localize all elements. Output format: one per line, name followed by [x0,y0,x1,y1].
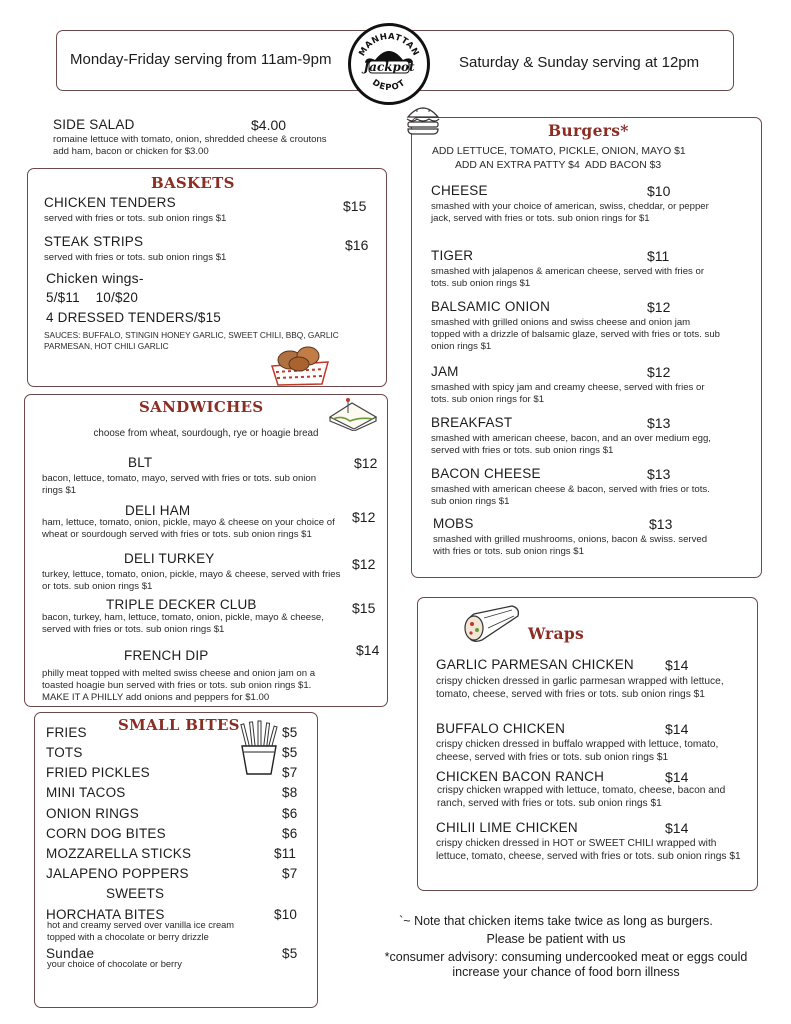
small-bite-price: $7 [282,765,298,780]
sandwich-item-name: TRIPLE DECKER CLUB [106,597,257,612]
burger-item-name: JAM [431,364,459,379]
baskets-title: BASKETS [151,174,235,192]
small-bite-name: MINI TACOS [46,785,126,800]
small-bite-name: JALAPENO POPPERS [46,866,189,881]
burger-item-desc: smashed with american cheese & bacon, served with fries or tots. sub onion rings $1 [431,484,710,507]
burger-item-name: BALSAMIC ONION [431,299,551,314]
basket-item-name: STEAK STRIPS [44,234,144,249]
wrap-item-desc: crispy chicken wrapped with lettuce, tomato, cheese, bacon and ranch, served with fries or tots. sub onion rings $1 [437,785,726,809]
wings-prices: 5/$11 10/$20 [46,290,139,305]
consumer-advisory-cont: increase your chance of food born illness [452,965,680,979]
sweet-name: Sundae [46,946,95,961]
wrap-item-name: BUFFALO CHICKEN [436,721,566,736]
wraps-title: Wraps [528,624,584,643]
burger-item-desc: smashed with grilled onions and swiss cheese and onion jam topped with a drizzle of balsamic glaze, served with fries or tots. sub onion rings $1 [431,317,721,352]
burger-item-name: CHEESE [431,183,488,198]
burger-item-desc: smashed with jalapenos & american cheese, served with fries or tots. sub onion rings $1 [431,266,705,289]
small-bite-price: $8 [282,785,298,800]
small-bite-name: FRIED PICKLES [46,765,150,780]
burger-item-desc: smashed with grilled mushrooms, onions, bacon & swiss. served with fries or tots. sub onion rings $1 [433,534,708,557]
burger-item-name: BACON CHEESE [431,466,541,481]
sandwich-item-name: DELI HAM [125,503,191,518]
sandwich-item-desc: ham, lettuce, tomato, onion, pickle, mayo & cheese on your choice of wheat or sourdough served with fries or tots. sub onion rings $1 [42,517,335,540]
sweet-desc: hot and creamy served over vanilla ice cream [47,920,235,930]
sandwich-item-price: $12 [352,556,376,572]
burger-item-name: TIGER [431,248,474,263]
sweet-desc: topped with a chocolate or berry drizzle [47,932,209,942]
burger-item-name: BREAKFAST [431,415,513,430]
philly-upgrade: MAKE IT A PHILLY add onions and peppers for $1.00 [42,692,270,703]
sandwiches-title: SANDWICHES [139,398,264,416]
fries-icon [234,720,284,776]
sweet-price: $10 [274,907,298,922]
logo-badge [348,23,430,105]
small-bite-name: CORN DOG BITES [46,826,166,841]
logo-jackpot-text: Jackpot [363,60,415,74]
burger-item-price: $12 [647,299,671,315]
wrap-item-price: $14 [665,657,689,673]
wrap-item-desc: crispy chicken dressed in buffalo wrapped with lettuce, tomato, cheese, served with fries or tots. sub onion rings $1 [436,739,719,763]
wrap-item-name: GARLIC PARMESAN CHICKEN [436,657,634,672]
logo-top-text: MANHATTAN [357,31,421,58]
sandwich-item-price: $14 [356,642,380,658]
sandwich-item-name: FRENCH DIP [124,648,209,663]
burger-item-price: $11 [647,248,670,264]
small-bites-title: SMALL BITES [118,716,240,734]
burger-addons-extra: ADD AN EXTRA PATTY $4 ADD BACON $3 [455,160,662,171]
wrap-icon [460,602,522,644]
sandwich-item-name: BLT [128,455,153,470]
logo-bottom-text: DEPOT [370,77,408,94]
wrap-item-desc: crispy chicken dressed in HOT or SWEET CHILI wrapped with lettuce, tomato, cheese, served with fries or tots. sub onion rings $1 [436,838,741,862]
burger-icon [405,102,441,136]
basket-item-price: $16 [345,237,369,253]
sweet-name: HORCHATA BITES [46,907,165,922]
small-bite-name: ONION RINGS [46,806,139,821]
burger-item-desc: smashed with spicy jam and creamy cheese, served with fries or tots. sub onion rings for $1 [431,382,705,405]
basket-item-desc: served with fries or tots. sub onion rings $1 [44,252,227,263]
burger-item-price: $10 [647,183,671,199]
chicken-basket-icon [268,344,332,386]
dressed-tenders: 4 DRESSED TENDERS/$15 [46,310,222,325]
small-bite-price: $6 [282,826,298,841]
weekday-hours: Monday-Friday serving from 11am-9pm [70,51,332,68]
sandwich-item-desc: bacon, turkey, ham, lettuce, tomato, onion, pickle, mayo & cheese, served with fries or tots. sub onion rings $1 [42,612,324,635]
basket-item-desc: served with fries or tots. sub onion rings $1 [44,213,227,224]
burgers-title: Burgers* [548,121,629,140]
sweet-desc: your choice of chocolate or berry [47,959,182,969]
side-salad-desc: romaine lettuce with tomato, onion, shredded cheese & croutons [53,134,327,145]
small-bite-name: TOTS [46,745,83,760]
burger-item-price: $13 [647,415,671,431]
svg-text:DEPOT [370,78,408,93]
wrap-item-price: $14 [665,820,689,836]
basket-item-price: $15 [343,198,367,214]
wrap-item-price: $14 [665,721,689,737]
small-bite-name: FRIES [46,725,87,740]
bread-choice: choose from wheat, sourdough, rye or hoagie bread [93,428,319,439]
wrap-item-name: CHILII LIME CHICKEN [436,820,578,835]
patience-note: Please be patient with us [486,932,626,946]
sandwich-item-desc: turkey, lettuce, tomato, onion, pickle, mayo & cheese, served with fries or tots. sub onion rings $1 [42,569,341,592]
small-bite-price: $5 [282,725,298,740]
side-salad-name: SIDE SALAD [53,117,135,132]
wrap-item-name: CHICKEN BACON RANCH [436,769,605,784]
burger-item-price: $13 [647,466,671,482]
side-salad-addon: add ham, bacon or chicken for $3.00 [53,146,209,157]
wrap-item-desc: crispy chicken dressed in garlic parmesan wrapped with lettuce, tomato, cheese, served with fries or tots. sub onion rings $1 [436,676,724,700]
consumer-advisory: *consumer advisory: consuming undercooked meat or eggs could [384,950,748,964]
burger-item-price: $13 [649,516,673,532]
small-bite-price: $6 [282,806,298,821]
sandwich-item-desc: philly meat topped with melted swiss cheese and onion jam on a toasted hoagie bun served with fries or tots. sub onion rings $1. [42,668,316,691]
sandwich-icon [326,397,380,431]
small-bite-price: $11 [274,846,297,861]
chicken-wait-note: `~ Note that chicken items take twice as long as burgers. [399,914,713,928]
burger-item-price: $12 [647,364,671,380]
small-bite-price: $7 [282,866,298,881]
sandwich-item-price: $15 [352,600,376,616]
sweets-title: SWEETS [106,886,165,901]
sandwich-item-price: $12 [352,509,376,525]
burger-addons: ADD LETTUCE, TOMATO, PICKLE, ONION, MAYO $1 [432,146,686,157]
wings-title: Chicken wings- [46,270,144,286]
small-bite-name: MOZZARELLA STICKS [46,846,192,861]
wrap-item-price: $14 [665,769,689,785]
burger-item-desc: smashed with your choice of american, swiss, cheddar, or pepper jack, served with fries or tots. sub onion rings for $1 [431,201,709,224]
sandwich-item-name: DELI TURKEY [124,551,215,566]
wing-sauces: SAUCES: BUFFALO, STINGIN HONEY GARLIC, SWEET CHILI, BBQ, GARLIC PARMESAN, HOT CHILI GARLIC [44,330,339,351]
weekend-hours: Saturday & Sunday serving at 12pm [459,54,700,71]
sandwich-item-desc: bacon, lettuce, tomato, mayo, served with fries or tots. sub onion rings $1 [42,473,317,496]
sweet-price: $5 [282,946,298,961]
burger-item-desc: smashed with american cheese, bacon, and an over medium egg, served with fries or tots. sub onion rings $1 [431,433,711,456]
burger-item-name: MOBS [433,516,474,531]
small-bite-price: $5 [282,745,298,760]
side-salad-price: $4.00 [251,117,287,133]
basket-item-name: CHICKEN TENDERS [44,195,176,210]
sandwich-item-price: $12 [354,455,378,471]
